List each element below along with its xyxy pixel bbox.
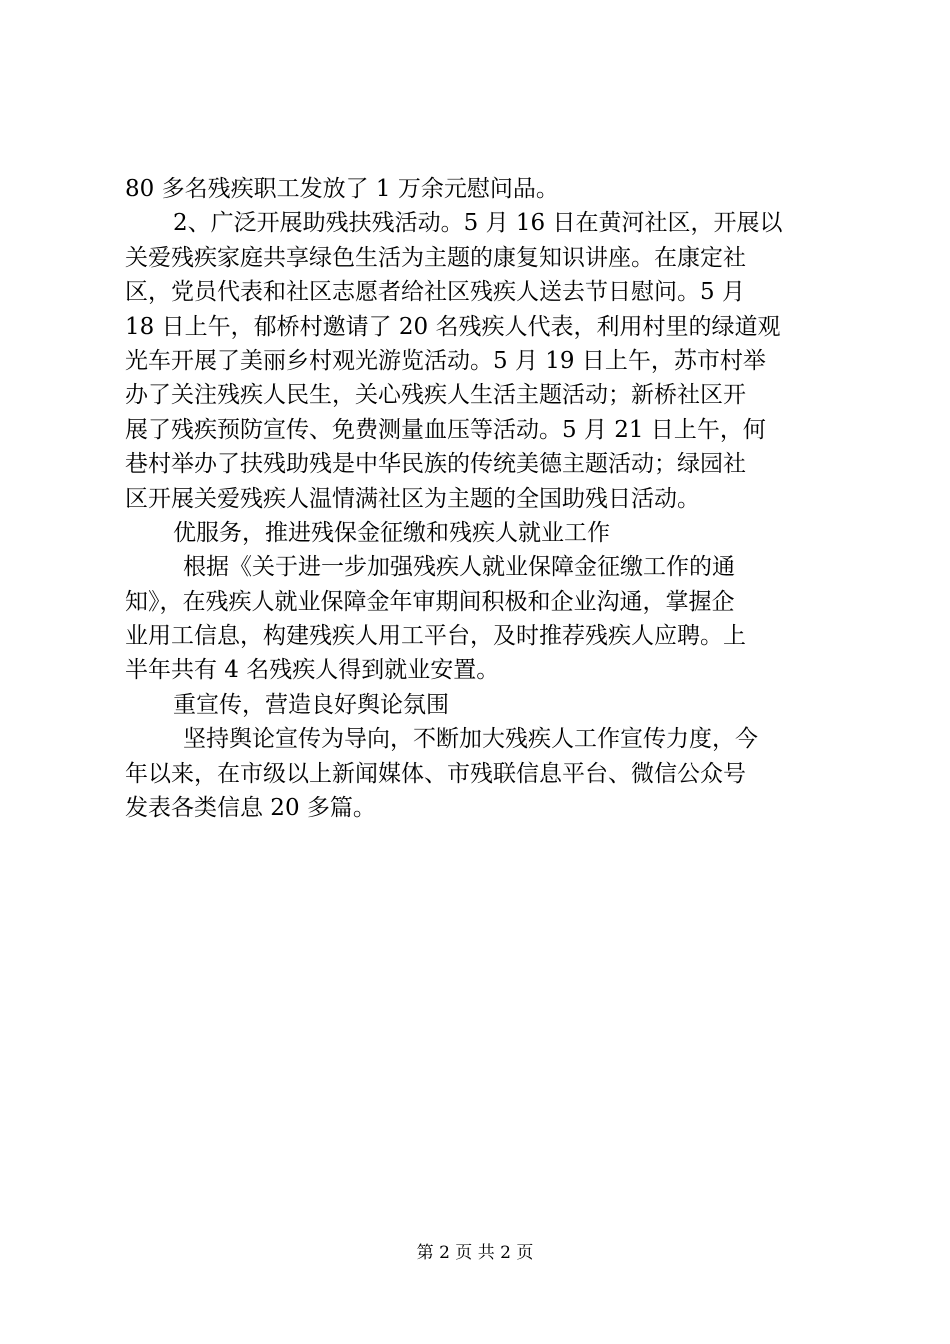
text-line: 18 日上午，郁桥村邀请了 20 名残疾人代表，利用村里的绿道观 [125, 313, 781, 340]
text-line: 80 多名残疾职工发放了 1 万余元慰问品。 [125, 176, 559, 202]
text-line: 2、广泛开展助残扶残活动。5 月 16 日在黄河社区，开展以 [173, 210, 783, 237]
text-line: 关爱残疾家庭共享绿色生活为主题的康复知识讲座。在康定社 [125, 244, 746, 271]
text-line: 光车开展了美丽乡村观光游览活动。5 月 19 日上午，苏市村举 [125, 347, 766, 374]
text-line: 知》，在残疾人就业保障金年审期间积极和企业沟通，掌握企 [125, 588, 735, 615]
text-line: 巷村举办了扶残助残是中华民族的传统美德主题活动；绿园社 [125, 451, 746, 478]
text-line: 区，党员代表和社区志愿者给社区残疾人送去节日慰问。5 月 [125, 279, 745, 306]
page-footer: 第 2 页 共 2 页 [416, 1243, 534, 1263]
text-line: 发表各类信息 20 多篇。 [125, 795, 376, 822]
section-heading: 优服务，推进残保金征缴和残疾人就业工作 [173, 519, 610, 546]
text-line: 展了残疾预防宣传、免费测量血压等活动。5 月 21 日上午，何 [125, 416, 766, 443]
text-line: 坚持舆论宣传为导向，不断加大残疾人工作宣传力度，今 [183, 726, 758, 753]
document-body [125, 172, 830, 825]
text-line: 区开展关爱残疾人温情满社区为主题的全国助残日活动。 [125, 485, 700, 512]
text-line: 根据《关于进一步加强残疾人就业保障金征缴工作的通 [183, 554, 735, 581]
text-line: 办了关注残疾人民生，关心残疾人生活主题活动；新桥社区开 [125, 382, 746, 409]
text-line: 业用工信息，构建残疾人用工平台，及时推荐残疾人应聘。上 [125, 623, 746, 650]
text-line: 半年共有 4 名残疾人得到就业安置。 [125, 657, 500, 684]
text-line: 年以来，在市级以上新闻媒体、市残联信息平台、微信公众号 [125, 760, 746, 787]
section-heading: 重宣传，营造良好舆论氛围 [173, 691, 449, 718]
